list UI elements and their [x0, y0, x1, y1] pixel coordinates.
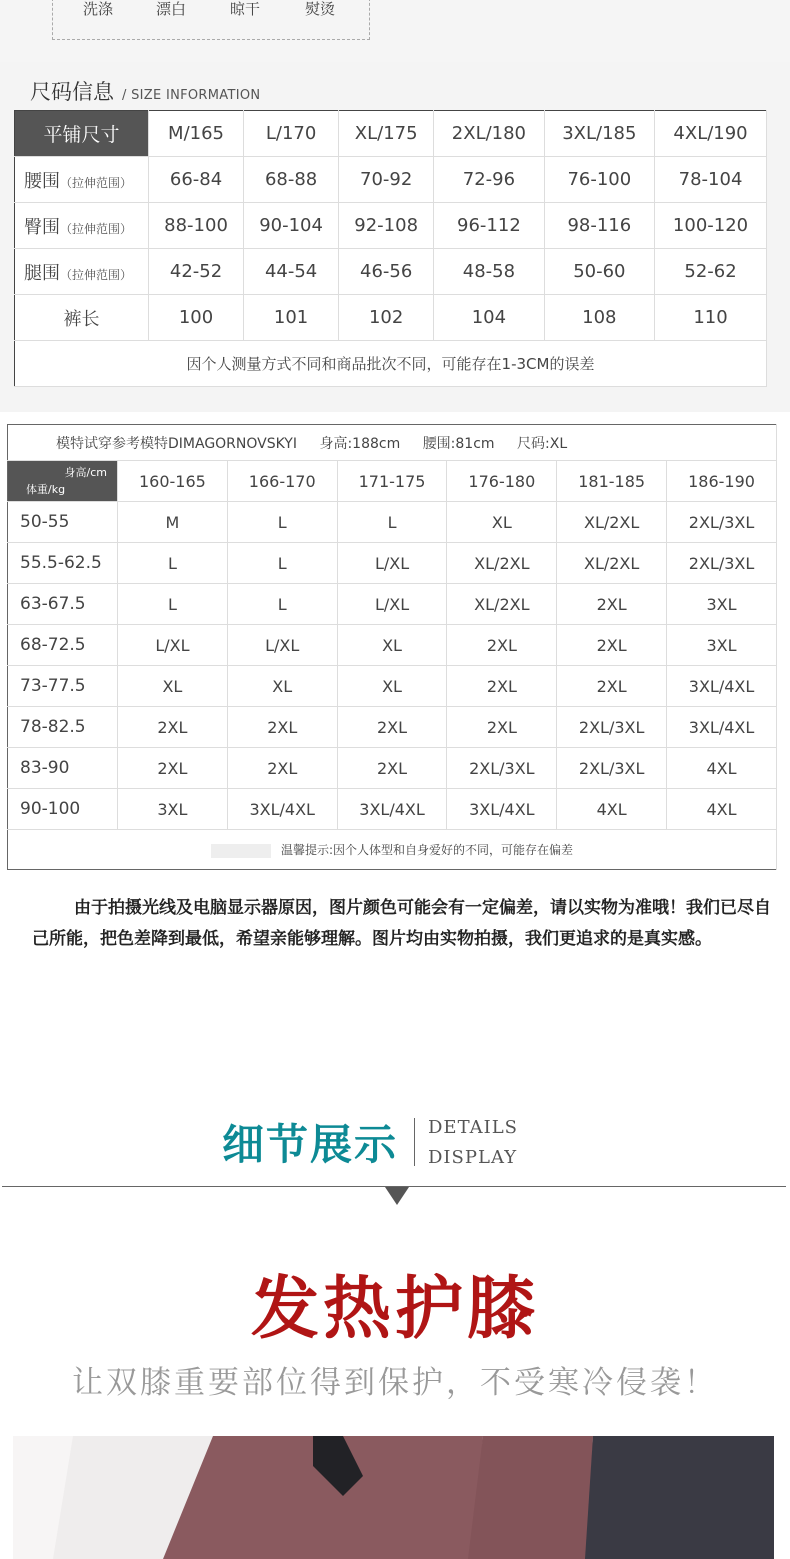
corner-height-label: 身高/cm — [64, 466, 107, 479]
size-row-label — [15, 203, 149, 249]
model-info — [8, 425, 777, 461]
model-tip-row — [8, 830, 777, 870]
weight-cell: 50-55 — [8, 502, 118, 543]
size-row-thigh — [15, 249, 767, 295]
recommended-size-cell: L/XL — [118, 625, 228, 666]
size-note-row — [15, 341, 767, 387]
weight-cell: 63-67.5 — [8, 584, 118, 625]
model-row — [8, 502, 777, 543]
row-label-sub: （拉伸范围） — [60, 221, 133, 236]
size-cell: 92-108 — [339, 203, 434, 249]
size-header-cell: 4XL/190 — [655, 111, 767, 157]
row-label-text: 臀围 — [24, 216, 60, 238]
size-row-label: 裤长 — [15, 295, 149, 341]
recommended-size-cell: XL/2XL — [557, 543, 667, 584]
model-tip — [8, 830, 777, 870]
recommended-size-cell: 2XL — [118, 748, 228, 789]
model-row — [8, 748, 777, 789]
care-labels-box — [52, 0, 370, 40]
size-cell: 48-58 — [434, 249, 544, 295]
size-cell: 72-96 — [434, 157, 544, 203]
recommended-size-cell: 2XL — [557, 666, 667, 707]
model-row — [8, 789, 777, 830]
details-title-en — [428, 1113, 518, 1173]
model-tip-text: 温馨提示:因个人体型和自身爱好的不同，可能存在偏差 — [280, 843, 574, 857]
size-cell: 76-100 — [544, 157, 654, 203]
size-note: 因个人测量方式不同和商品批次不同，可能存在1-3CM的误差 — [15, 341, 767, 387]
recommended-size-cell: XL/2XL — [447, 584, 557, 625]
recommended-size-cell: 2XL/3XL — [557, 748, 667, 789]
product-photo — [13, 1436, 774, 1559]
size-cell: 104 — [434, 295, 544, 341]
blurred-watermark — [211, 844, 271, 858]
recommended-size-cell: 2XL — [557, 584, 667, 625]
corner-weight-label: 体重/kg — [26, 483, 66, 496]
recommended-size-cell: 3XL/4XL — [447, 789, 557, 830]
weight-cell: 78-82.5 — [8, 707, 118, 748]
size-cell: 50-60 — [544, 249, 654, 295]
recommended-size-cell: 4XL — [557, 789, 667, 830]
recommended-size-cell: 4XL — [667, 789, 777, 830]
recommended-size-cell: 2XL — [118, 707, 228, 748]
details-title-zh: 细节展示 — [222, 1120, 399, 1169]
model-ref: 模特试穿参考模特DIMAGORNOVSKYI — [56, 435, 297, 452]
corner-header — [8, 461, 118, 502]
size-cell: 52-62 — [655, 249, 767, 295]
height-header: 181-185 — [557, 461, 667, 502]
height-header: 186-190 — [667, 461, 777, 502]
recommended-size-cell: XL — [227, 666, 337, 707]
recommended-size-cell: 2XL — [337, 748, 447, 789]
model-info-row — [8, 425, 777, 461]
recommended-size-cell: L — [227, 502, 337, 543]
recommended-size-cell: 2XL/3XL — [667, 502, 777, 543]
weight-cell: 55.5-62.5 — [8, 543, 118, 584]
size-cell: 42-52 — [149, 249, 244, 295]
recommended-size-cell: 2XL/3XL — [447, 748, 557, 789]
recommended-size-cell: 2XL — [337, 707, 447, 748]
height-header: 166-170 — [227, 461, 337, 502]
size-title-en: / SIZE INFORMATION — [122, 88, 261, 103]
recommended-size-cell: 2XL/3XL — [667, 543, 777, 584]
size-cell: 110 — [655, 295, 767, 341]
size-header-label: 平铺尺寸 — [15, 111, 149, 157]
care-label-iron: 熨烫 — [305, 0, 336, 18]
size-table — [14, 110, 767, 387]
recommended-size-cell: L — [118, 543, 228, 584]
size-cell: 88-100 — [149, 203, 244, 249]
size-cell: 46-56 — [339, 249, 434, 295]
model-header-row — [8, 461, 777, 502]
care-label-wash: 洗涤 — [83, 0, 114, 18]
size-row-waist — [15, 157, 767, 203]
model-waist: 腰围:81cm — [422, 435, 495, 452]
recommended-size-cell: 3XL/4XL — [667, 666, 777, 707]
size-cell: 44-54 — [244, 249, 339, 295]
model-row — [8, 584, 777, 625]
size-cell: 68-88 — [244, 157, 339, 203]
size-header-cell: 3XL/185 — [544, 111, 654, 157]
recommended-size-cell: XL/2XL — [557, 502, 667, 543]
recommended-size-cell: 2XL — [447, 707, 557, 748]
recommended-size-cell: L — [337, 502, 447, 543]
weight-cell: 90-100 — [8, 789, 118, 830]
model-size-section — [0, 412, 790, 882]
size-header-cell: L/170 — [244, 111, 339, 157]
recommended-size-cell: XL — [337, 625, 447, 666]
weight-cell: 83-90 — [8, 748, 118, 789]
heat-knee-title: 发热护膝 — [250, 1270, 539, 1349]
model-row — [8, 543, 777, 584]
model-height: 身高:188cm — [319, 435, 401, 452]
recommended-size-cell: XL — [118, 666, 228, 707]
size-cell: 78-104 — [655, 157, 767, 203]
recommended-size-cell: 2XL — [447, 625, 557, 666]
size-row-label — [15, 249, 149, 295]
recommended-size-cell: L — [118, 584, 228, 625]
recommended-size-cell: 2XL — [557, 625, 667, 666]
model-row — [8, 666, 777, 707]
care-instructions-strip — [0, 0, 790, 62]
details-en-line1: DETAILS — [428, 1117, 518, 1138]
recommended-size-cell: L — [227, 584, 337, 625]
recommended-size-cell: 2XL/3XL — [557, 707, 667, 748]
weight-cell: 68-72.5 — [8, 625, 118, 666]
row-label-text: 腿围 — [24, 262, 60, 284]
row-label-sub: （拉伸范围） — [60, 267, 133, 282]
size-cell: 100 — [149, 295, 244, 341]
model-rows — [8, 502, 777, 830]
recommended-size-cell: 3XL — [667, 584, 777, 625]
row-label-sub: （拉伸范围） — [60, 175, 133, 190]
size-information-section — [0, 62, 790, 412]
weight-cell: 73-77.5 — [8, 666, 118, 707]
size-cell: 98-116 — [544, 203, 654, 249]
height-header: 171-175 — [337, 461, 447, 502]
recommended-size-cell: L/XL — [337, 584, 447, 625]
right-leg-fabric — [468, 1436, 593, 1559]
recommended-size-cell: XL — [447, 502, 557, 543]
recommended-size-cell: 3XL — [118, 789, 228, 830]
size-row-hip — [15, 203, 767, 249]
details-divider — [414, 1118, 415, 1166]
recommended-size-cell: 4XL — [667, 748, 777, 789]
row-label-text: 腰围 — [24, 170, 60, 192]
recommended-size-cell: 3XL/4XL — [667, 707, 777, 748]
size-header-cell: M/165 — [149, 111, 244, 157]
height-header: 176-180 — [447, 461, 557, 502]
details-en-line2: DISPLAY — [428, 1147, 518, 1168]
model-size: 尺码:XL — [517, 435, 568, 452]
recommended-size-cell: 3XL — [667, 625, 777, 666]
dark-fabric — [585, 1436, 774, 1559]
recommended-size-cell: L/XL — [337, 543, 447, 584]
size-row-length — [15, 295, 767, 341]
model-row — [8, 625, 777, 666]
size-title-zh: 尺码信息 — [30, 80, 114, 104]
size-cell: 96-112 — [434, 203, 544, 249]
care-label-dry: 晾干 — [230, 0, 261, 18]
size-information-heading — [30, 76, 260, 106]
recommended-size-cell: 2XL — [227, 707, 337, 748]
recommended-size-cell: L/XL — [227, 625, 337, 666]
care-label-bleach: 漂白 — [156, 0, 187, 18]
size-cell: 108 — [544, 295, 654, 341]
size-header-cell: XL/175 — [339, 111, 434, 157]
size-cell: 100-120 — [655, 203, 767, 249]
recommended-size-cell: XL/2XL — [447, 543, 557, 584]
recommended-size-cell: 3XL/4XL — [227, 789, 337, 830]
recommended-size-cell: M — [118, 502, 228, 543]
model-size-table — [7, 424, 777, 870]
size-table-header-row — [15, 111, 767, 157]
recommended-size-cell: L — [227, 543, 337, 584]
recommended-size-cell: 3XL/4XL — [337, 789, 447, 830]
size-header-cell: 2XL/180 — [434, 111, 544, 157]
down-triangle-icon — [385, 1187, 409, 1205]
size-cell: 101 — [244, 295, 339, 341]
size-cell: 102 — [339, 295, 434, 341]
recommended-size-cell: XL — [337, 666, 447, 707]
height-header: 160-165 — [118, 461, 228, 502]
recommended-size-cell: 2XL — [227, 748, 337, 789]
recommended-size-cell: 2XL — [447, 666, 557, 707]
color-disclaimer: 由于拍摄光线及电脑显示器原因，图片颜色可能会有一定偏差，请以实物为准哦！我们已尽自己所能，把色差降到最低，希望亲能够理解。图片均由实物拍摄，我们更追求的是真实感。 — [32, 898, 771, 949]
model-row — [8, 707, 777, 748]
size-cell: 90-104 — [244, 203, 339, 249]
heat-knee-subtitle: 让双膝重要部位得到保护，不受寒冷侵袭！ — [72, 1365, 718, 1401]
size-cell: 66-84 — [149, 157, 244, 203]
leggings-photo-illustration — [13, 1436, 774, 1559]
size-row-label — [15, 157, 149, 203]
size-cell: 70-92 — [339, 157, 434, 203]
